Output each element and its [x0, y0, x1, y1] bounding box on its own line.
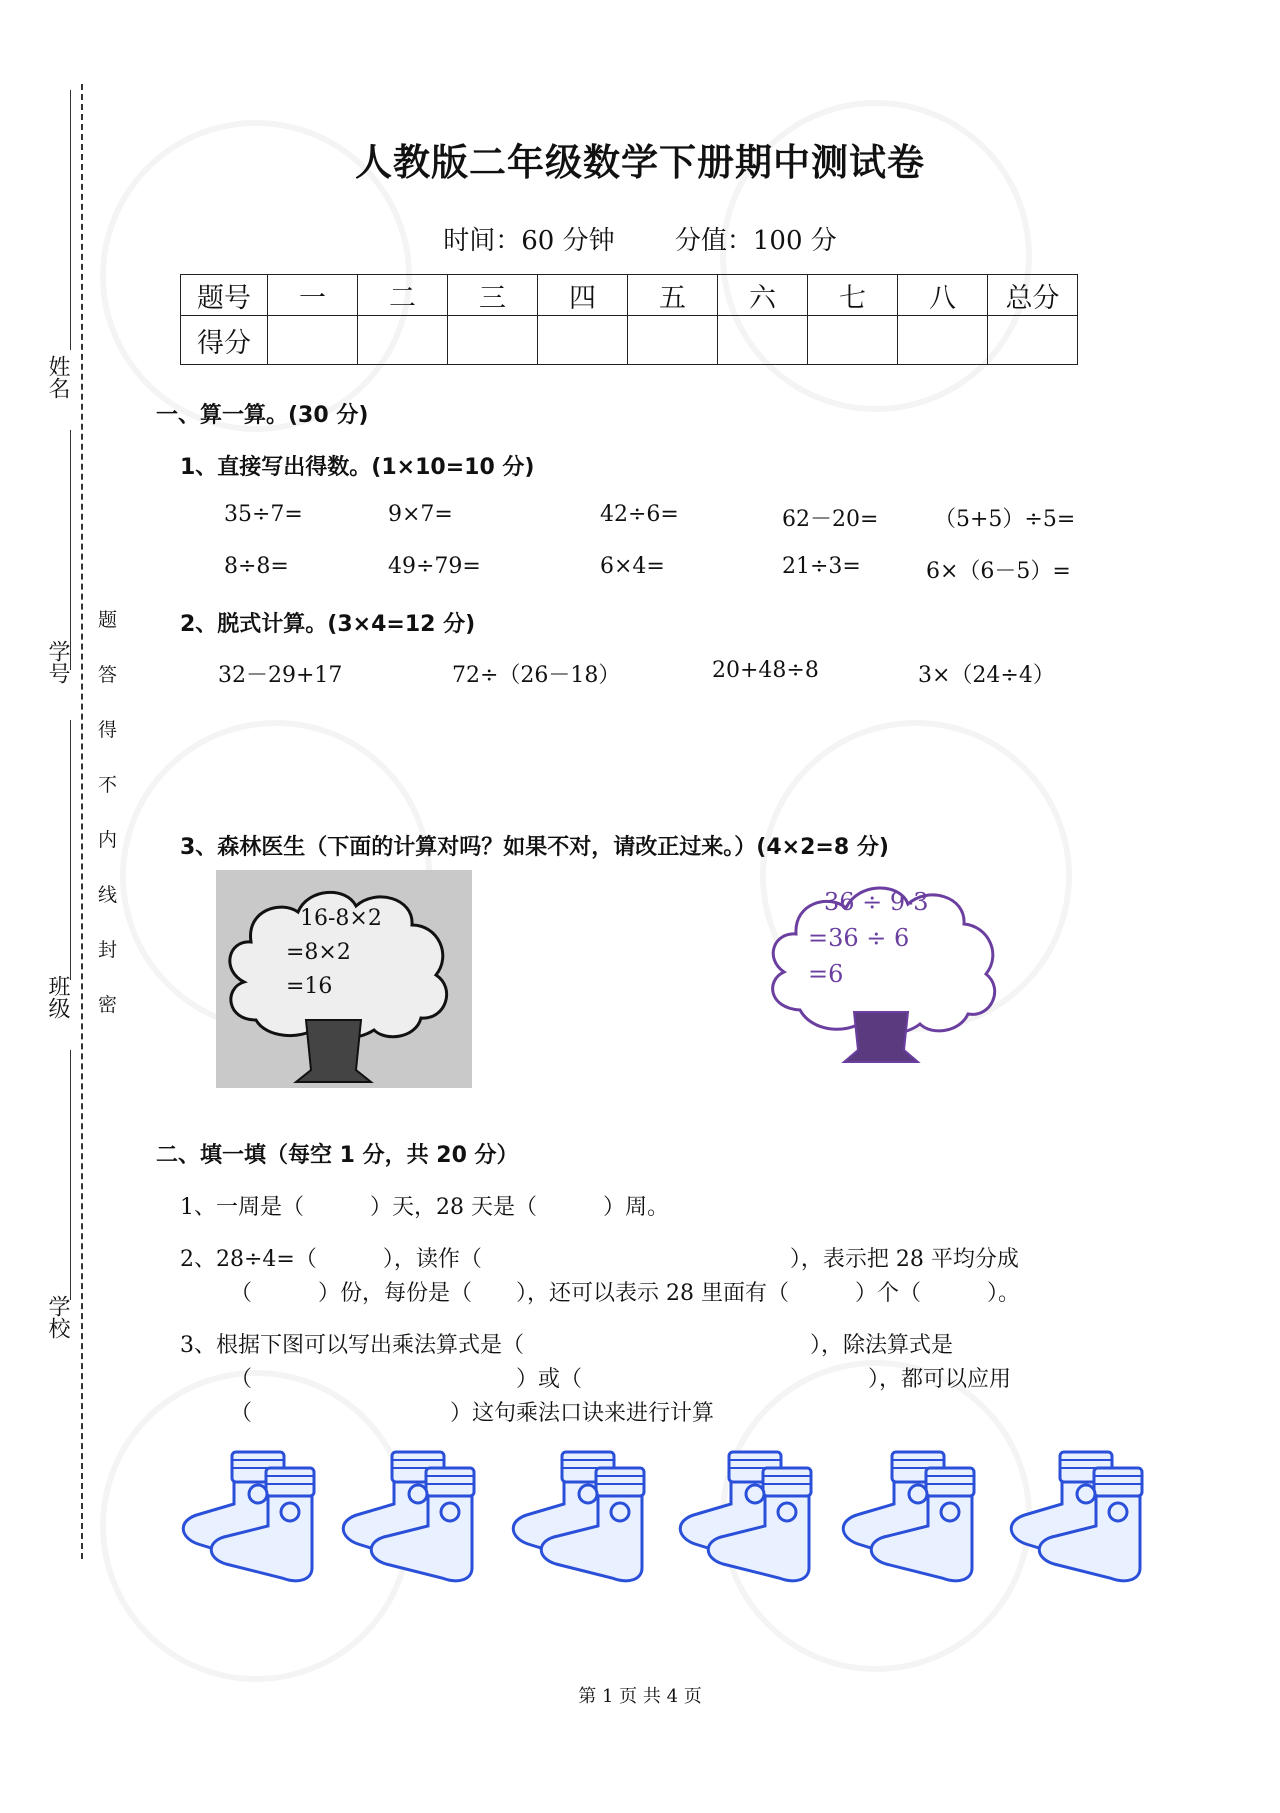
score-table-header-row — [181, 275, 1078, 316]
step-calc-item: 72÷（26－18） — [452, 663, 621, 688]
socks-icon — [170, 1450, 1170, 1590]
section-2-heading: 二、填一填（每空 1 分，共 20 分） — [156, 1143, 519, 1168]
step-calc-item: 20+48÷8 — [712, 658, 819, 683]
tree1-line: 16-8×2 — [300, 906, 382, 931]
calc-item: 21÷3= — [782, 554, 861, 579]
score-cell[interactable] — [628, 316, 718, 365]
score-cell[interactable] — [718, 316, 808, 365]
step-calc-item: 3×（24÷4） — [918, 663, 1055, 688]
calc-item: 6×（6－5）= — [926, 559, 1071, 584]
school-blank-line — [70, 1050, 71, 1300]
page-title: 人教版二年级数学下册期中测试卷 — [355, 140, 925, 184]
calc-item: 8÷8= — [224, 554, 289, 579]
seal-char: 线 — [98, 884, 118, 906]
class-blank-line — [70, 720, 71, 980]
score-cell[interactable] — [448, 316, 538, 365]
tree2-line: 36 ÷ 9-3 — [824, 888, 929, 916]
score-cell[interactable] — [538, 316, 628, 365]
header-cell: 总分 — [988, 275, 1078, 316]
tree1-line: =16 — [286, 974, 333, 999]
score-cell[interactable] — [988, 316, 1078, 365]
fill-question-3-line3: （ ）这句乘法口诀来进行计算 — [230, 1401, 715, 1426]
page-footer: 第 1 页 共 4 页 — [578, 1686, 702, 1707]
header-cell: 一 — [268, 275, 358, 316]
header-label: 题号 — [181, 275, 268, 316]
score-cell[interactable] — [898, 316, 988, 365]
row-label: 得分 — [181, 316, 268, 365]
fill-question-1: 1、一周是（ ）天，28 天是（ ）周。 — [180, 1195, 669, 1220]
calc-item: 35÷7= — [224, 502, 303, 527]
class-label: 班级 — [45, 975, 70, 1019]
score-table-score-row — [181, 316, 1078, 365]
score-cell[interactable] — [808, 316, 898, 365]
header-cell: 八 — [898, 275, 988, 316]
total-score: 分值：100 分 — [674, 226, 837, 256]
question-1-3-label: 3、森林医生（下面的计算对吗？如果不对，请改正过来。）(4×2=8 分) — [180, 835, 889, 860]
socks-illustration — [170, 1450, 1170, 1590]
score-table — [180, 274, 1078, 365]
calc-item: 62－20= — [782, 507, 879, 532]
student-id-blank-line — [70, 430, 71, 670]
score-cell[interactable] — [358, 316, 448, 365]
header-cell: 五 — [628, 275, 718, 316]
header-cell: 二 — [358, 275, 448, 316]
score-cell[interactable] — [268, 316, 358, 365]
seal-char: 得 — [98, 719, 118, 741]
tree2-line: =6 — [808, 960, 844, 988]
question-1-2-label: 2、脱式计算。(3×4=12 分) — [180, 612, 476, 637]
seal-char: 密 — [98, 994, 118, 1016]
school-label: 学校 — [45, 1295, 70, 1339]
header-cell: 七 — [808, 275, 898, 316]
seal-char: 答 — [98, 664, 118, 686]
step-calc-item: 32－29+17 — [218, 663, 343, 688]
binding-dashed-line — [81, 84, 83, 1559]
tree-image-1 — [216, 870, 472, 1088]
seal-char: 不 — [98, 774, 118, 796]
student-id-label: 学号 — [45, 640, 70, 684]
seal-char: 内 — [98, 829, 118, 851]
fill-question-2-line1: 2、28÷4=（ ），读作（ ），表示把 28 平均分成 — [180, 1247, 1019, 1272]
calc-item: 9×7= — [388, 502, 453, 527]
header-cell: 六 — [718, 275, 808, 316]
section-1-heading: 一、算一算。(30 分) — [156, 403, 369, 428]
calc-item: 49÷79= — [388, 554, 481, 579]
tree-icon — [216, 870, 472, 1088]
seal-char: 封 — [98, 939, 118, 961]
calc-item: 6×4= — [600, 554, 665, 579]
seal-char: 题 — [98, 609, 118, 631]
header-cell: 三 — [448, 275, 538, 316]
fill-question-2-line2: （ ）份，每份是（ ），还可以表示 28 里面有（ ）个（ ）。 — [230, 1281, 1020, 1306]
header-cell: 四 — [538, 275, 628, 316]
tree2-line: =36 ÷ 6 — [808, 924, 910, 952]
tree1-line: =8×2 — [286, 940, 351, 965]
time-limit: 时间：60 分钟 — [443, 226, 615, 256]
fill-question-3-line2: （ ）或（ ），都可以应用 — [230, 1367, 1012, 1392]
exam-info — [0, 220, 1280, 257]
calc-item: 42÷6= — [600, 502, 679, 527]
fill-question-3-line1: 3、根据下图可以写出乘法算式是（ ），除法算式是 — [180, 1333, 953, 1358]
question-1-1-label: 1、直接写出得数。(1×10=10 分) — [180, 455, 535, 480]
calc-item: （5+5）÷5= — [934, 507, 1076, 532]
tree-image-2 — [760, 872, 1016, 1068]
name-label: 姓名 — [45, 355, 70, 399]
